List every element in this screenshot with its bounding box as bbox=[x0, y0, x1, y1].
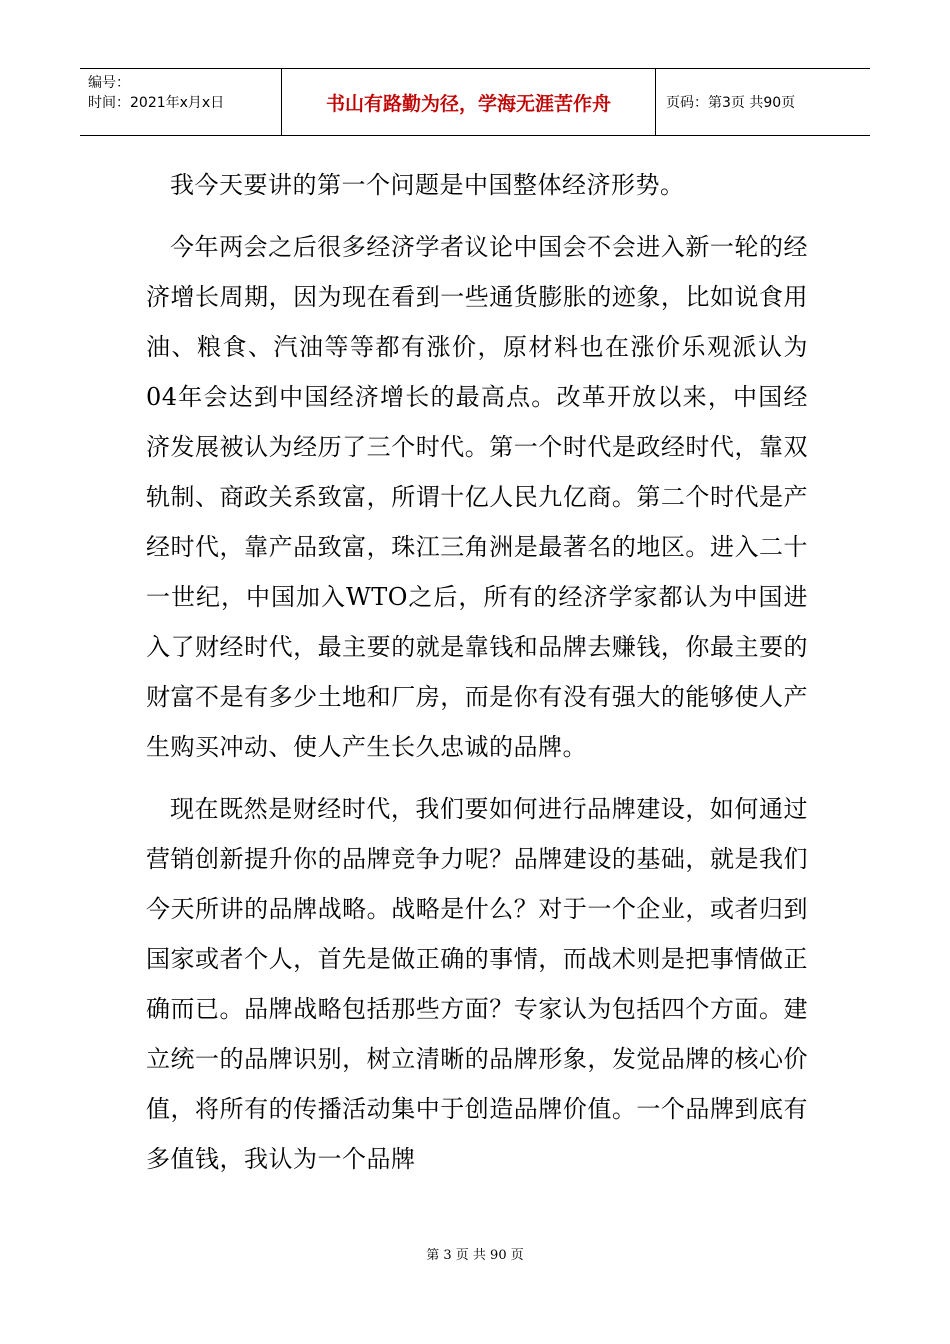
page-footer bbox=[0, 1244, 950, 1263]
paragraph-2: 今年两会之后很多经济学者议论中国会不会进入新一轮的经济增长周期，因为现在看到一些通货膨胀的迹象，比如说食用油、粮食、汽油等等都有涨价，原材料也在涨价乐观派认为04年会达到中国经济增长的最高点。改革开放以来，中国经济发展被认为经历了三个时代。第一个时代是政经时代，靠双轨制、商政关系致富，所谓十亿人民九亿商。第二个时代是产经时代，靠产品致富，珠江三角洲是最著名的地区。进入二十一世纪，中国加入WTO之后，所有的经济学家都认为中国进入了财经时代，最主要的就是靠钱和品牌去赚钱，你最主要的财富不是有多少土地和厂房，而是你有没有强大的能够使人产生购买冲动、使人产生长久忠诚的品牌。 bbox=[146, 233, 808, 761]
document-body bbox=[146, 160, 808, 1184]
header-motto: 书山有路勤为径，学海无涯苦作舟 bbox=[325, 92, 611, 115]
paragraph-1: 我今天要讲的第一个问题是中国整体经济形势。 bbox=[170, 171, 685, 199]
document-number-label: 编号： bbox=[88, 75, 130, 91]
document-time-label: 时间：2021年x月x日 bbox=[88, 95, 225, 111]
footer-page-number: 第 3 页 共 90 页 bbox=[426, 1248, 524, 1263]
header-page-info: 页码：第3页 共90页 bbox=[666, 95, 796, 111]
paragraph-3: 现在既然是财经时代，我们要如何进行品牌建设，如何通过营销创新提升你的品牌竞争力呢？品牌建设的基础，就是我们今天所讲的品牌战略。战略是什么？对于一个企业，或者归到国家或者个人，首先是做正确的事情，而战术则是把事情做正确而已。品牌战略包括那些方面？专家认为包括四个方面。建立统一的品牌识别，树立清晰的品牌形象，发觉品牌的核心价值，将所有的传播活动集中于创造品牌价值。一个品牌到底有多值钱，我认为一个品牌 bbox=[146, 795, 808, 1173]
page-header bbox=[80, 68, 870, 136]
header-meta bbox=[80, 69, 282, 135]
header-page-info-cell bbox=[656, 69, 870, 135]
header-motto-cell bbox=[282, 69, 656, 135]
